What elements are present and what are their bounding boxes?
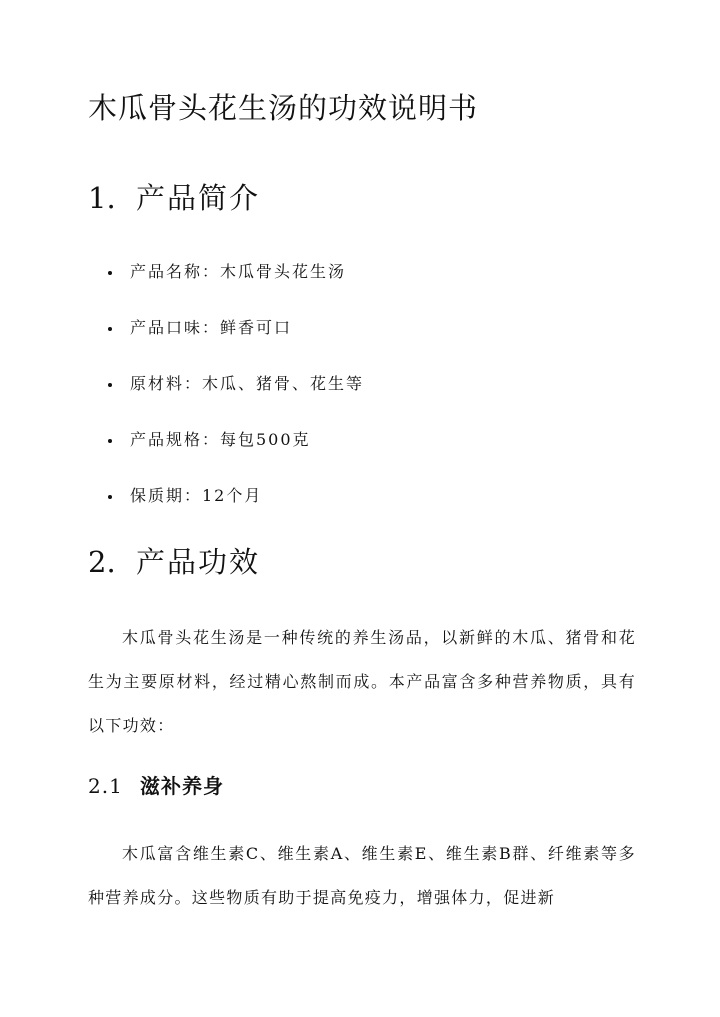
bullet-icon <box>108 383 112 387</box>
bullet-icon <box>108 271 112 275</box>
list-item-text: 保质期：12个月 <box>130 486 263 505</box>
list-item-text: 产品名称：木瓜骨头花生汤 <box>130 262 347 281</box>
section-2-intro-paragraph: 木瓜骨头花生汤是一种传统的养生汤品，以新鲜的木瓜、猪骨和花生为主要原材料，经过精心熬制而成。本产品富含多种营养物质，具有以下功效： <box>88 628 636 735</box>
bullet-icon <box>108 327 112 331</box>
section-1-title: 产品简介 <box>136 181 261 215</box>
subsection-2-1-title: 滋补养身 <box>140 774 224 798</box>
bullet-icon <box>108 439 112 443</box>
section-2-number: 2. <box>88 545 116 579</box>
bullet-icon <box>108 495 112 499</box>
section-1-heading <box>88 176 260 217</box>
section-2-heading <box>88 540 260 581</box>
subsection-2-1-paragraph: 木瓜富含维生素C、维生素A、维生素E、维生素B群、纤维素等多种营养成分。这些物质有助于提高免疫力，增强体力，促进新 <box>88 844 636 907</box>
document-title: 木瓜骨头花生汤的功效说明书 <box>88 91 479 125</box>
list-item-text: 产品口味：鲜香可口 <box>130 318 293 337</box>
subsection-2-1-heading <box>88 770 224 799</box>
list-item-text: 产品规格：每包500克 <box>130 430 311 449</box>
list-item-text: 原材料：木瓜、猪骨、花生等 <box>130 374 365 393</box>
subsection-2-1-number: 2.1 <box>88 774 123 798</box>
section-1-number: 1. <box>88 181 116 215</box>
section-2-title: 产品功效 <box>136 545 261 579</box>
